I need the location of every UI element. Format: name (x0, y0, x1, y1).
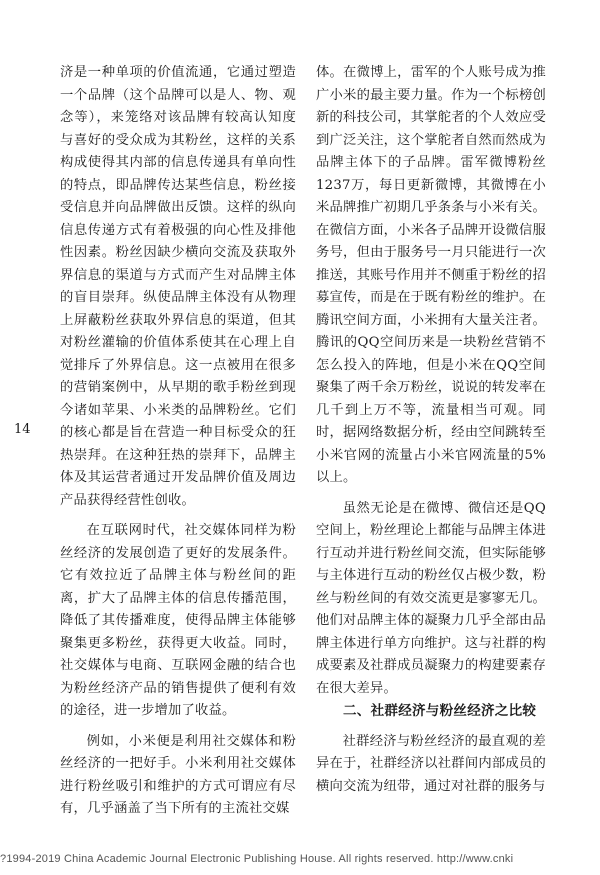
left-paragraph-1: 济是一种单项的价值流通，它通过塑造一个品牌（这个品牌可以是人、物、观念等），来笼络对该品牌有较高认知度与喜好的受众成为其粉丝，这样的关系构成使得其内部的信息传递具有单向性的特点，即品牌传达某些信息，粉丝接受信息并向品牌做出反馈。这样的纵向信息传递方式有着极强的向心性及排他性因素。粉丝因缺少横向交流及获取外界信息的渠道与方式而产生对品牌主体的盲目崇拜。纵使品牌主体没有从物理上屏蔽粉丝获取外界信息的渠道，但其对粉丝灌输的价值体系使其在心理上自觉排斥了外界信息。这一点被用在很多的营销案例中，从早期的歌手粉丝到现今诸如苹果、小米类的品牌粉丝。它们的核心都是旨在营造一种目标受众的狂热崇拜。在这种狂热的崇拜下，品牌主体及其运营者通过开发品牌价值及周边产品获得经营性创收。 (60, 65, 296, 508)
page-number: 14 (14, 422, 31, 437)
right-paragraph-2: 虽然无论是在微博、微信还是QQ空间上，粉丝理论上都能与品牌主体进行互动并进行粉丝间交流，但实际能够与主体进行互动的粉丝仅占极少数，粉丝与粉丝间的有效交流更是寥寥无几。他们对品牌主体的凝聚力几乎全部由品牌主体进行单方向维护。这与社群的构成要素及社群成员凝聚力的构建要素存在很大差异。 (316, 500, 546, 696)
left-paragraph-3: 例如，小米便是利用社交媒体和粉丝经济的一把好手。小米利用社交媒体进行粉丝吸引和维护的方式可谓应有尽有，几乎涵盖了当下所有的主流社交媒 (60, 733, 296, 816)
left-column (60, 62, 296, 821)
right-column (316, 62, 546, 798)
right-paragraph-3: 社群经济与粉丝经济的最直观的差异在于，社群经济以社群间内部成员的横向交流为纽带，通过对社群的服务与 (316, 733, 546, 794)
right-paragraph-1: 体。在微博上，雷军的个人账号成为推广小米的最主要力量。作为一个标榜创新的科技公司，其掌舵者的个人效应受到广泛关注，这个掌舵者自然而然成为品牌主体下的子品牌。雷军微博粉丝1237万，每日更新微博，其微博在小米品牌推广初期几乎条条与小米有关。在微信方面，小米各子品牌开设微信服务号，但由于服务号一月只能进行一次推送，其账号作用并不侧重于粉丝的招募宣传，而是在于既有粉丝的维护。在腾讯空间方面，小米拥有大量关注者。腾讯的QQ空间历来是一块粉丝营销不怎么投入的阵地，但是小米在QQ空间聚集了两千余万粉丝，说说的转发率在几千到上万不等，流量相当可观。同时，据网络数据分析，经由空间跳转至小米官网的流量占小米官网流量的5%以上。 (316, 65, 546, 485)
copyright-footer: ?1994-2019 China Academic Journal Electronic Publishing House. All rights reserved. http://www.cnki (0, 853, 514, 865)
section-heading: 二、社群经济与粉丝经济之比较 (343, 703, 537, 719)
left-paragraph-2: 在互联网时代，社交媒体同样为粉丝经济的发展创造了更好的发展条件。它有效拉近了品牌主体与粉丝间的距离，扩大了品牌主体的信息传播范围，降低了其传播难度，使得品牌主体能够聚集更多粉丝，获得更大收益。同时，社交媒体与电商、互联网金融的结合也为粉丝经济产品的销售提供了便利有效的途径，进一步增加了收益。 (60, 523, 296, 718)
